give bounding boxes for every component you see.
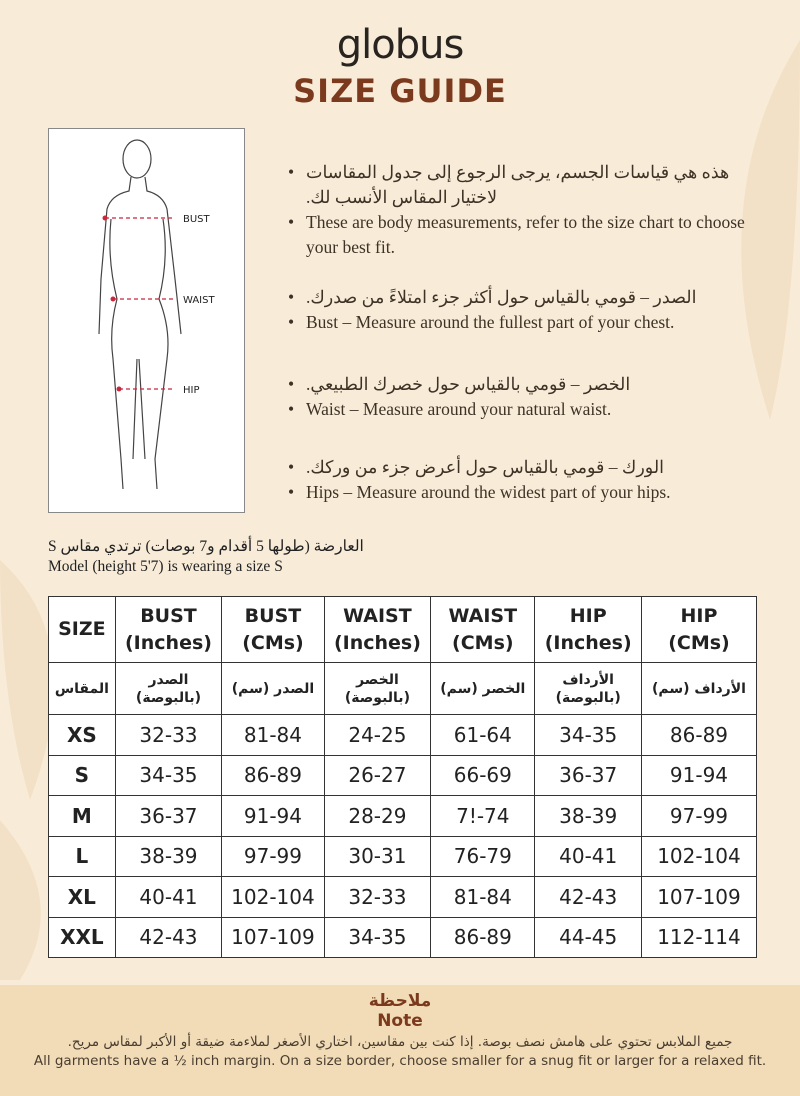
table-cell: 32-33 — [324, 877, 431, 918]
table-cell: 86-89 — [222, 755, 324, 796]
cell-text: (Inches) — [333, 631, 421, 654]
bullet-group-bust: • الصدر – قومي بالقياس حول أكثر جزء امتلاءً من صدرك. • Bust – Measure around the fullest part of your chest. — [288, 285, 758, 335]
table-cell: 36-37 — [115, 796, 222, 837]
model-note-ar: العارضة (طولها 5 أقدام و7 بوصات) ترتدي مقاس S — [48, 538, 364, 555]
table-cell: 61-64 — [431, 715, 535, 756]
table-cell: 28-29 — [324, 796, 431, 837]
note-title-ar: ملاحظة — [368, 991, 432, 1011]
table-cell: 86-89 — [641, 715, 756, 756]
body-measurement-figure — [48, 128, 245, 513]
table-cell: 26-27 — [324, 755, 431, 796]
table-cell: L — [49, 836, 116, 877]
bullet-group-intro: • هذه هي قياسات الجسم، يرجى الرجوع إلى جدول المقاسات لاختيار المقاس الأنسب لك. • These are body measurements, refer to the size chart to choose your best fit. — [288, 160, 758, 260]
cell-text: (بالبوصة) — [135, 689, 202, 706]
table-cell — [222, 597, 324, 663]
cell-text: الصدر — [148, 671, 189, 688]
bullet-ar: الخصر – قومي بالقياس حول خصرك الطبيعي. — [306, 374, 631, 394]
note-section — [0, 985, 800, 1096]
table-cell: 38-39 — [535, 796, 642, 837]
table-cell — [431, 663, 535, 715]
table-cell: 102-104 — [222, 877, 324, 918]
bullet-en: Hips – Measure around the widest part of your hips. — [306, 482, 671, 502]
cell-text: (Inches) — [125, 631, 212, 654]
bullet-ar: هذه هي قياسات الجسم، يرجى الرجوع إلى جدول المقاسات لاختيار المقاس الأنسب لك. — [306, 162, 730, 207]
bullet-en: Waist – Measure around your natural waist. — [306, 399, 612, 419]
table-cell: 76-79 — [431, 836, 535, 877]
table-cell: 34-35 — [535, 715, 642, 756]
table-cell: 40-41 — [115, 877, 222, 918]
table-cell — [431, 597, 535, 663]
table-cell: 7!-74 — [431, 796, 535, 837]
cell-text: BUST — [244, 604, 302, 627]
table-cell: 91-94 — [641, 755, 756, 796]
model-note-en: Model (height 5'7) is wearing a size S — [48, 558, 283, 575]
table-cell: 34-35 — [324, 917, 431, 958]
table-cell: 34-35 — [115, 755, 222, 796]
table-row — [49, 836, 757, 877]
bullet-ar: الورك – قومي بالقياس حول أعرض جزء من وركك. — [306, 457, 665, 477]
table-cell: XL — [49, 877, 116, 918]
cell-text: الأرداف (سم) — [652, 680, 746, 697]
cell-text: (CMs) — [452, 631, 514, 654]
table-cell: 97-99 — [222, 836, 324, 877]
cell-text: الخصر (سم) — [440, 680, 526, 697]
table-row — [49, 796, 757, 837]
cell-text: (بالبوصة) — [344, 689, 410, 706]
table-cell: 107-109 — [641, 877, 756, 918]
waist-label: WAIST — [183, 295, 215, 306]
cell-text: (بالبوصة) — [555, 689, 621, 706]
table-cell: XS — [49, 715, 116, 756]
cell-text: HIP — [680, 604, 718, 627]
hip-label: HIP — [183, 385, 200, 396]
table-cell: 81-84 — [431, 877, 535, 918]
note-text: All garments have a ½ inch margin. On a size border, choose smaller for a snug fit or larger for a relaxed fit. — [33, 1053, 767, 1069]
table-cell: 102-104 — [641, 836, 756, 877]
bullet-group-hips: • الورك – قومي بالقياس حول أعرض جزء من وركك. • Hips – Measure around the widest part of your hips. — [288, 455, 758, 505]
table-cell — [115, 663, 222, 715]
table-row — [49, 715, 757, 756]
table-cell — [641, 597, 756, 663]
table-cell: 32-33 — [115, 715, 222, 756]
table-cell: 38-39 — [115, 836, 222, 877]
table-row — [49, 917, 757, 958]
table-cell: 24-25 — [324, 715, 431, 756]
cell-text: (Inches) — [544, 631, 632, 654]
bullet-en: These are body measurements, refer to the size chart to choose your best fit. — [306, 212, 745, 257]
cell-text: (CMs) — [242, 631, 304, 654]
bullet-en: Bust – Measure around the fullest part of your chest. — [306, 312, 675, 332]
cell-text: WAIST — [343, 604, 412, 627]
bust-label: BUST — [183, 214, 210, 225]
table-cell: 91-94 — [222, 796, 324, 837]
table-cell: 112-114 — [641, 917, 756, 958]
cell-text: WAIST — [448, 604, 518, 627]
table-cell — [115, 597, 222, 663]
table-cell — [324, 597, 431, 663]
table-cell: 40-41 — [535, 836, 642, 877]
cell-text: المقاس — [54, 680, 109, 697]
cell-text: الصدر (سم) — [231, 680, 315, 697]
cell-text: HIP — [569, 604, 607, 627]
table-row — [49, 877, 757, 918]
size-table — [48, 596, 757, 958]
table-cell: 107-109 — [222, 917, 324, 958]
table-cell: 66-69 — [431, 755, 535, 796]
table-cell: XXL — [49, 917, 116, 958]
table-cell: 30-31 — [324, 836, 431, 877]
table-header-row — [49, 597, 757, 663]
table-cell: 86-89 — [431, 917, 535, 958]
table-cell — [324, 663, 431, 715]
table-cell — [535, 663, 642, 715]
table-header-row — [49, 663, 757, 715]
bullet-group-waist: • الخصر – قومي بالقياس حول خصرك الطبيعي. • Waist – Measure around your natural waist. — [288, 372, 758, 422]
cell-text: الخصر — [356, 671, 399, 688]
bullet-ar: الصدر – قومي بالقياس حول أكثر جزء امتلاءً من صدرك. — [306, 287, 697, 307]
note-text-ar: جميع الملابس تحتوي على هامش نصف بوصة. إذا كنت بين مقاسين، اختاري الأصغر لملاءمة ضيقة أو الأكبر لمقاس مريح. — [67, 1034, 733, 1050]
cell-text: الأرداف — [562, 671, 614, 688]
brand-logo: globus — [336, 22, 464, 68]
cell-text: SIZE — [58, 618, 106, 640]
table-cell — [222, 663, 324, 715]
page-title: SIZE GUIDE — [293, 72, 507, 110]
table-cell: 44-45 — [535, 917, 642, 958]
table-cell: 97-99 — [641, 796, 756, 837]
cell-text: (CMs) — [668, 631, 730, 654]
table-cell: 42-43 — [535, 877, 642, 918]
table-cell — [49, 663, 116, 715]
table-cell — [641, 663, 756, 715]
table-cell — [535, 597, 642, 663]
table-cell: 36-37 — [535, 755, 642, 796]
table-cell: 42-43 — [115, 917, 222, 958]
cell-text: BUST — [140, 604, 197, 627]
table-row — [49, 755, 757, 796]
table-cell: S — [49, 755, 116, 796]
table-cell: M — [49, 796, 116, 837]
table-cell — [49, 597, 116, 663]
table-cell: 81-84 — [222, 715, 324, 756]
note-title: Note — [377, 1011, 423, 1031]
